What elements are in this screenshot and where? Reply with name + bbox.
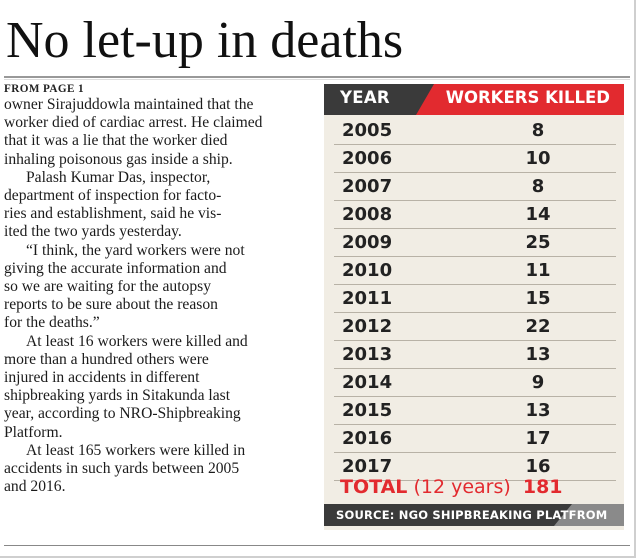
table-row — [334, 117, 616, 145]
article-line: giving the accurate information and — [4, 259, 227, 277]
article-line: and 2016. — [4, 478, 66, 496]
header-workers-killed: WORKERS KILLED — [445, 88, 610, 107]
row-year: 2013 — [342, 344, 393, 365]
row-workers-killed: 13 — [525, 400, 551, 421]
table-row — [334, 313, 616, 341]
headline: No let-up in deaths — [6, 12, 404, 69]
source-text: SOURCE: NGO SHIPBREAKING PLATFROM — [336, 508, 608, 522]
source-bar — [324, 504, 624, 526]
table-row — [334, 425, 616, 453]
row-year: 2009 — [342, 232, 393, 253]
row-workers-killed: 13 — [525, 344, 551, 365]
article-line: owner Sirajuddowla maintained that the — [4, 96, 254, 113]
article-line: Platform. — [4, 423, 63, 441]
article-line: department of inspection for facto- — [4, 187, 222, 205]
table-row — [334, 369, 616, 397]
article-line: ited the two yards yesterday. — [4, 223, 182, 241]
continued-from-label: FROM PAGE 1 — [4, 83, 85, 95]
total-period: (12 years) — [413, 476, 511, 498]
article-line: injured in accidents in different — [4, 369, 200, 387]
row-year: 2008 — [342, 204, 393, 225]
row-year: 2005 — [342, 120, 393, 141]
table-row — [334, 341, 616, 369]
article-line: At least 165 workers were killed in — [26, 441, 246, 459]
table-header — [324, 84, 624, 115]
row-year: 2016 — [342, 428, 393, 449]
table-row — [334, 201, 616, 229]
table-rows — [324, 117, 624, 481]
row-workers-killed: 15 — [525, 288, 551, 309]
row-year: 2006 — [342, 148, 393, 169]
row-workers-killed: 8 — [531, 120, 545, 141]
table-row — [334, 229, 616, 257]
article-line: so we are waiting for the autopsy — [4, 278, 211, 296]
row-year: 2012 — [342, 316, 393, 337]
header-year: YEAR — [340, 88, 390, 107]
article-line: for the deaths.” — [4, 314, 100, 332]
article-line: At least 16 workers were killed and — [26, 332, 248, 350]
headline-rule — [4, 76, 630, 78]
article-line: reports to be sure about the reason — [4, 296, 218, 314]
article-line: worker died of cardiac arrest. He claimed — [4, 114, 263, 132]
table-row — [334, 285, 616, 313]
row-year: 2007 — [342, 176, 393, 197]
row-workers-killed: 22 — [525, 316, 551, 337]
article-line: shipbreaking yards in Sitakunda last — [4, 387, 231, 405]
row-workers-killed: 14 — [525, 204, 551, 225]
row-year: 2011 — [342, 288, 393, 309]
total-label: TOTAL — [340, 476, 408, 498]
bottom-rule — [4, 545, 630, 546]
stats-table — [324, 84, 624, 530]
row-year: 2014 — [342, 372, 393, 393]
row-workers-killed: 9 — [531, 372, 545, 393]
total-value: 181 — [522, 476, 563, 498]
row-workers-killed: 10 — [525, 148, 551, 169]
total-line — [340, 476, 563, 498]
article-line: “I think, the yard workers were not — [26, 241, 245, 259]
article-line: that it was a lie that the worker died — [4, 132, 228, 150]
row-year: 2010 — [342, 260, 393, 281]
table-row — [334, 145, 616, 173]
table-row — [334, 397, 616, 425]
row-workers-killed: 8 — [531, 176, 545, 197]
article-line: accidents in such yards between 2005 — [4, 460, 240, 478]
row-workers-killed: 17 — [525, 428, 551, 449]
article-line: Palash Kumar Das, inspector, — [26, 168, 211, 186]
row-workers-killed: 25 — [525, 232, 551, 253]
article-line: ries and establishment, said he vis- — [4, 205, 222, 223]
row-workers-killed: 11 — [525, 260, 551, 281]
table-row — [334, 257, 616, 285]
article-text — [4, 96, 304, 496]
article-line: inhaling poisonous gas inside a ship. — [4, 150, 233, 168]
row-year: 2015 — [342, 400, 393, 421]
row-workers-killed: 16 — [525, 456, 551, 477]
article-line: more than a hundred others were — [4, 350, 209, 368]
article-body — [4, 80, 304, 496]
table-row — [334, 173, 616, 201]
article-line: year, according to NRO-Shipbreaking — [4, 405, 241, 423]
row-year: 2017 — [342, 456, 393, 477]
